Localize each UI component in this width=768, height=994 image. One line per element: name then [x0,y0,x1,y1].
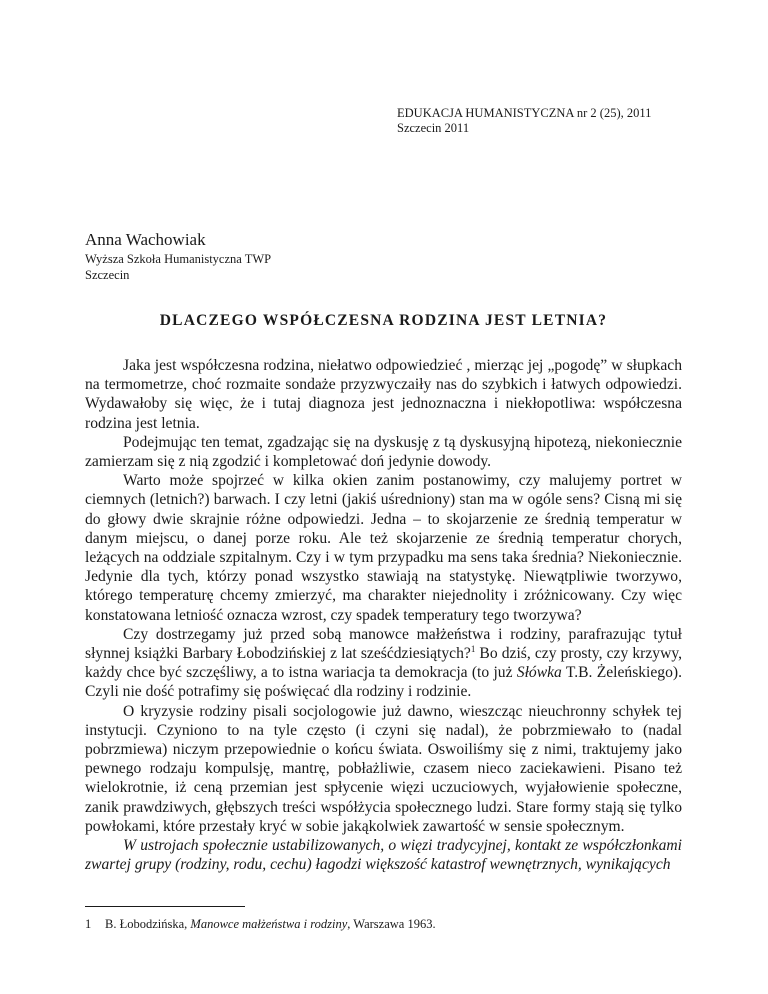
author-affiliation: Wyższa Szkoła Humanistyczna TWP [85,252,272,266]
journal-issue: EDUKACJA HUMANISTYCZNA nr 2 (25), 2011 [397,106,652,120]
footnote-rest: , Warszawa 1963. [347,917,436,931]
footnote-divider [85,906,245,907]
journal-header [397,106,651,136]
paragraph-4 [85,625,682,702]
paragraph-4-italic-title: Słówka [516,664,562,682]
author-city: Szczecin [85,268,130,282]
journal-place-year: Szczecin 2011 [397,121,470,135]
footnote-author: B. Łobodzińska, [105,917,191,931]
author-block [85,229,271,283]
paragraph-5: O kryzysie rodziny pisali socjologowie już dawno, wieszcząc nieuchronny schyłek tej instytucji. Czyniono to na tyle często (i czyni się nadal), że pobrzmiewało to (nadal pobrzmiewa) niczym przepowiednie o końcu świata. Oswoiliśmy się z nimi, traktujemy jako pewnego rodzaju kompulsję, mantrę, pobłażliwie, czasem nieco zaciekawieni. Pisano też wielokrotnie, iż ceną przemian jest spłycenie więzi uczuciowych, wyjałowienie społeczne, zanik prawdziwych, głębszych treści współżycia społecznego ludzi. Stare formy stają się tylko powłokami, które przestały kryć w sobie jakąkolwiek zawartość w sensie społecznym. [85,702,682,835]
paragraph-4-part-c: T.B. Żeleńskiego). Czyli nie dość potrafimy się poświęcać dla rodziny i rodzinie. [85,664,682,701]
article-body [85,356,682,874]
footnote-1 [85,917,436,932]
paragraph-4-part-a: Czy dostrzegamy już przed sobą manowce małżeństwa i rodziny, parafrazując tytuł słynnej książki Barbary Łobodzińskiej z lat sześćdziesiątych? [85,625,682,663]
paragraph-1: Jaka jest współczesna rodzina, niełatwo odpowiedzieć , mierząc jej „pogodę” w słupkach na termometrze, choć rozmaite sondaże przyzwyczaiły nas do szybkich i łatwych odpowiedzi. Wydawałoby się więc, że i tutaj diagnoza jest jednoznaczna i niekłopotliwa: współczesna rodzina jest letnia. [85,357,682,432]
footnote-ref-1: 1 [470,644,476,655]
paragraph-6: W ustrojach społecznie ustabilizowanych, o więzi tradycyjnej, kontakt ze współczłonkami zwartej grupy (rodziny, rodu, cechu) łagodzi większość katastrof wewnętrznych, wynikających [85,837,682,874]
paragraph-3: Warto może spojrzeć w kilka okien zanim postanowimy, czy malujemy portret w ciemnych (letnich?) barwach. I czy letni (jakiś uśredniony) stan ma w ogóle sens? Cisną mi się do głowy dwie skrajnie różne odpowiedzi. Jedna – to skojarzenie ze średnią temperatur w danym miejscu, o danej porze roku. Ale też skojarzenie ze średnią temperatur chorych, leżących na oddziale szpitalnym. Czy i w tym przypadku ma sens taka średnia? Niekoniecznie. Jedynie dla tych, którzy ponad wszystko stawiają na statystykę. Niewątpliwie tworzywo, którego temperaturę chcemy zmierzyć, ma charakter niejednolity i zróżnicowany. Czy więc konstatowana letniość oznacza wzrost, czy spadek temperatury tego tworzywa? [85,472,682,624]
author-name: Anna Wachowiak [85,230,206,249]
paragraph-2: Podejmując ten temat, zgadzając się na dyskusję z tą dyskusyjną hipotezą, niekoniecznie zamierzam się z nią zgodzić i kompletować doń jedynie dowody. [85,433,682,471]
footnote-number: 1 [85,917,92,931]
footnote-book-title: Manowce małżeństwa i rodziny [190,917,348,931]
paragraph-4-part-b: Bo dziś, czy prosty, czy krzywy, każdy chce być szczęśliwy, a to istna wariacja ta demokracja (to już [85,645,683,682]
article-title: DLACZEGO WSPÓŁCZESNA RODZINA JEST LETNIA? [159,312,608,329]
